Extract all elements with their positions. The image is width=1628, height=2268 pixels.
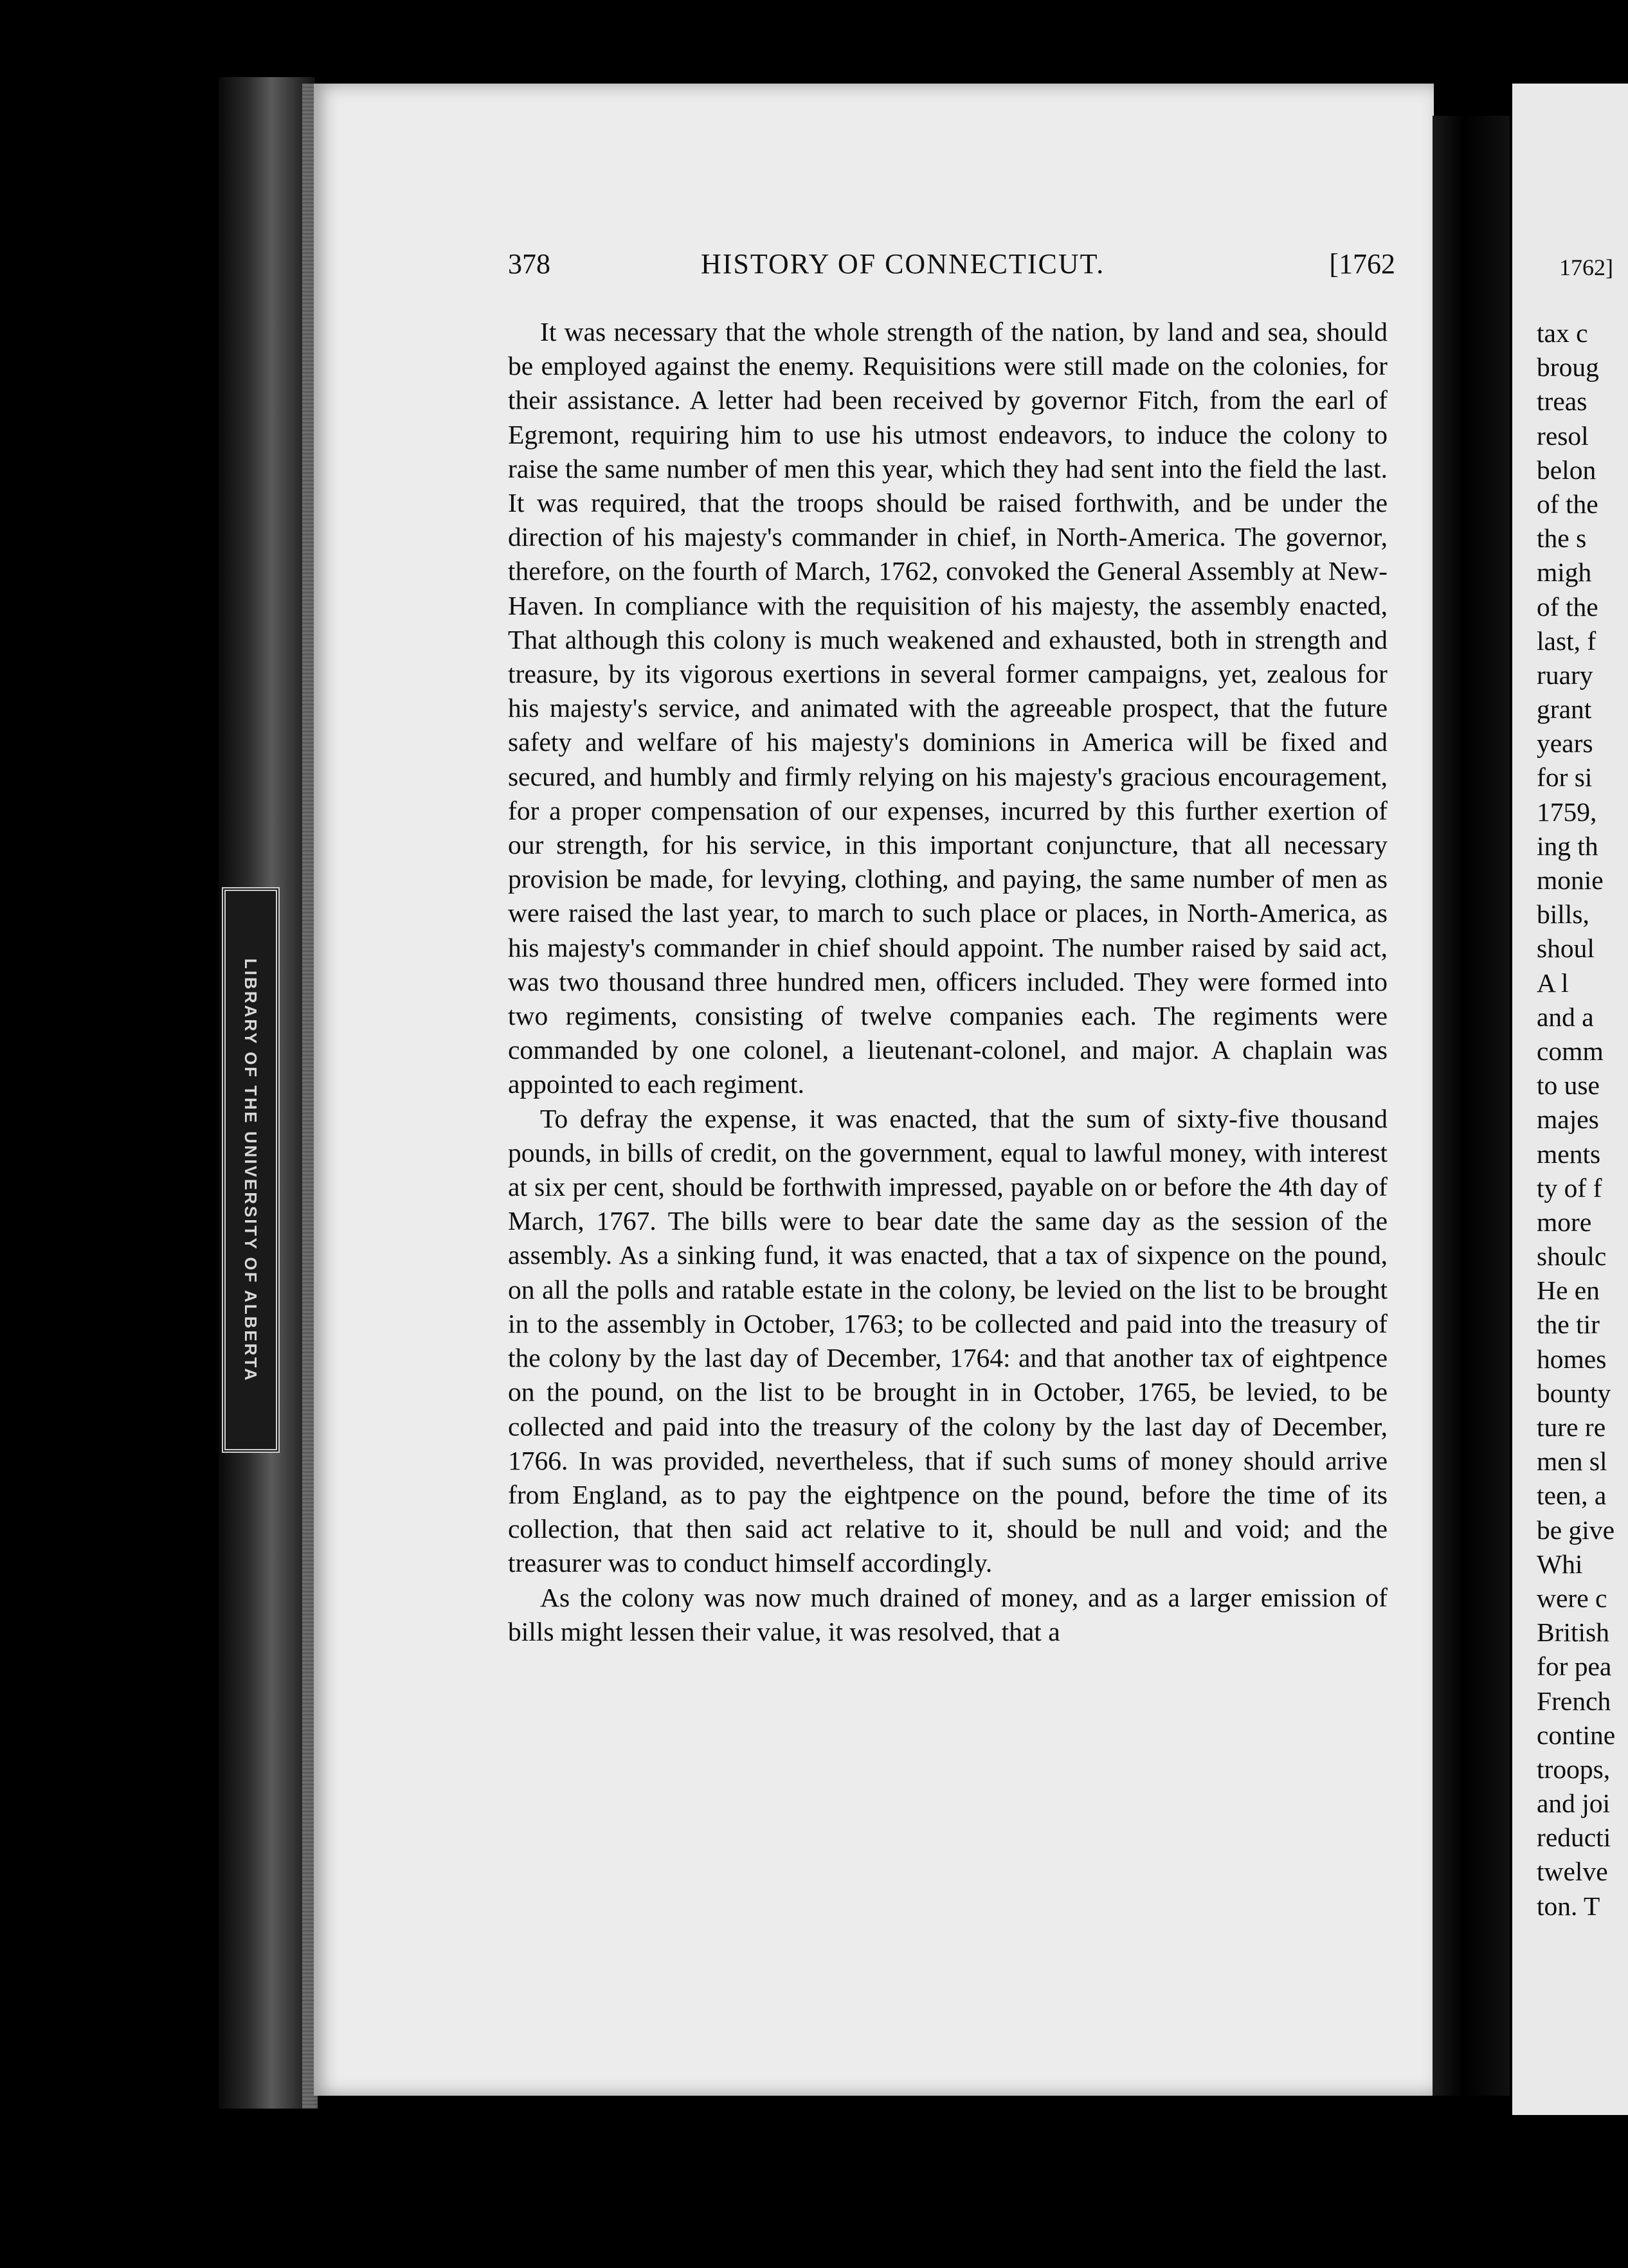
running-head (508, 248, 1395, 286)
facing-line: teen, a (1537, 1480, 1607, 1511)
facing-line: ty of f (1537, 1173, 1602, 1203)
paragraph: To defray the expense, it was enacted, that the sum of sixty-five thousand pounds, in bills of credit, on the government, equal to lawful money, with interest at six per cent, should be forthwith impressed, payable on or before the 4th day of March, 1767. The bills were to bear date the same day as the session of the assembly. As a sinking fund, it was enacted, that a tax of sixpence on the pound, on all the polls and ratable estate in the colony, be levied on the list to be brought in to the assembly in October, 1763; to be collected and paid into the treasury of the colony by the last day of December, 1764: and that another tax of eightpence on the pound, on the list to be brought in in October, 1765, be levied, to be collected and paid into the treasury of the colony by the last day of December, 1766. In was provided, nevertheless, that if such sums of money should arrive from England, as to pay the eightpence on the pound, before the time of its collection, that then said act relative to it, should be null and void; and the treasurer was to conduct himself accordingly. (508, 1103, 1388, 1578)
page-number: 378 (508, 248, 550, 280)
facing-line: of the (1537, 489, 1598, 519)
facing-line: monie (1537, 865, 1604, 895)
facing-line: shoulc (1537, 1241, 1607, 1272)
facing-line: men sl (1537, 1446, 1607, 1477)
facing-line: British (1537, 1617, 1609, 1648)
facing-line: and joi (1537, 1788, 1611, 1819)
running-year: [1762 (1329, 248, 1395, 280)
facing-line: grant (1537, 694, 1592, 724)
facing-line: last, f (1537, 626, 1596, 656)
running-title: HISTORY OF CONNECTICUT. (701, 248, 1105, 280)
facing-line: homes (1537, 1344, 1607, 1374)
facing-line: bills, (1537, 899, 1589, 930)
facing-line: were c (1537, 1583, 1607, 1613)
facing-line: comm (1537, 1036, 1604, 1066)
library-stamp-text: LIBRARY OF THE UNIVERSITY OF ALBERTA (241, 958, 261, 1382)
body-text (508, 315, 1388, 1649)
facing-line: treas (1537, 386, 1587, 417)
facing-line: A l (1537, 968, 1569, 998)
facing-line: be give (1537, 1515, 1614, 1545)
facing-line: troops, (1537, 1754, 1611, 1784)
facing-line: the s (1537, 523, 1587, 554)
facing-line: tax c (1537, 318, 1588, 348)
facing-line: He en (1537, 1275, 1600, 1306)
facing-line: broug (1537, 352, 1599, 382)
facing-line: ments (1537, 1138, 1601, 1169)
facing-line: years (1537, 728, 1593, 759)
facing-line: of the (1537, 591, 1598, 622)
facing-line: contine (1537, 1720, 1616, 1750)
facing-line: resol (1537, 420, 1589, 451)
paragraph: It was necessary that the whole strength of the nation, by land and sea, should be employed against the enemy. Requisitions were still made on the colonies, for their assistance. A letter had been received by governor Fitch, from the earl of Egremont, requiring him to use his utmost endeavors, to induce the colony to raise the same number of men this year, which they had sent into the field the last. It was required, that the troops should be raised forthwith, and be under the direction of his majesty's commander in chief, in North-America. The governor, therefore, on the fourth of March, 1762, convoked the General Assembly at New-Haven. In compliance with the requisition of his majesty, the assembly enacted, That although this colony is much weakened and exhausted, both in strength and treasure, by its vigorous exertions in several former campaigns, yet, zealous for his majesty's service, and animated with the agreeable prospect, that the future safety and welfare of his majesty's dominions in America will be fixed and secured, and humbly and firmly relying on his majesty's gracious encouragement, for a proper compensation of our expenses, incurred by this further exertion of our strength, for his service, in this important conjuncture, that all necessary provision be made, for levying, clothing, and paying, the same number of men as were raised the last year, to march to such place or places, in North-America, as his majesty's commander in chief should appoint. The number raised by said act, was two thousand three hundred men, officers included. They were formed into two regiments, consisting of twelve companies each. The regiments were commanded by one colonel, a lieutenant-colonel, and major. A chaplain was appointed to each regiment. (508, 317, 1388, 1099)
facing-line: ing th (1537, 831, 1598, 861)
facing-line: shoul (1537, 933, 1595, 964)
facing-line: to use (1537, 1070, 1600, 1101)
facing-line: ton. T (1537, 1891, 1600, 1921)
facing-line: the tir (1537, 1310, 1600, 1340)
facing-line: ruary (1537, 660, 1593, 690)
gutter-shadow (1433, 116, 1510, 2096)
facing-line: and a (1537, 1002, 1594, 1032)
facing-line: for pea (1537, 1652, 1612, 1682)
facing-line: majes (1537, 1104, 1599, 1135)
facing-line: for si (1537, 762, 1593, 793)
facing-line: twelve (1537, 1857, 1608, 1887)
facing-running-head: 1762] (1559, 255, 1613, 280)
paragraph: As the colony was now much drained of money, and as a larger emission of bills might lessen their value, it was resolved, that a (508, 1582, 1388, 1646)
library-stamp (222, 887, 280, 1453)
facing-line: more (1537, 1207, 1592, 1237)
facing-line: migh (1537, 557, 1592, 588)
facing-line: 1759, (1537, 797, 1597, 827)
facing-line: belon (1537, 455, 1596, 485)
facing-line: French (1537, 1686, 1611, 1716)
facing-line: reducti (1537, 1823, 1611, 1853)
facing-line: bounty (1537, 1378, 1611, 1408)
facing-line: ture re (1537, 1412, 1606, 1442)
facing-page-text (1537, 316, 1628, 1923)
facing-line: Whi (1537, 1549, 1583, 1579)
